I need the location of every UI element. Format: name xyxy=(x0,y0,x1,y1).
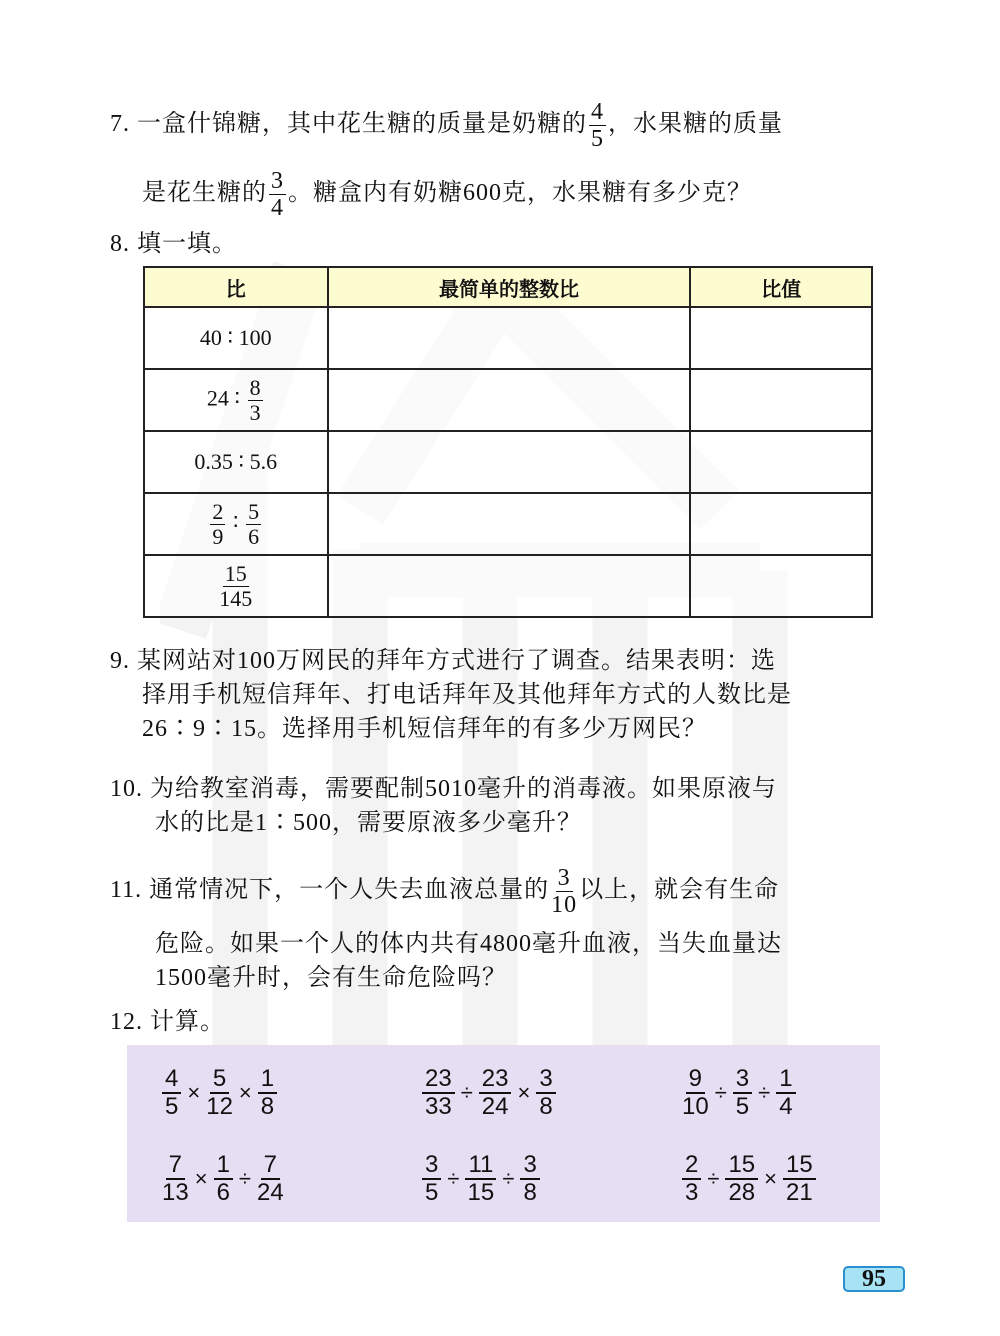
operator: × xyxy=(187,1080,201,1105)
numerator: 15 xyxy=(725,1153,758,1180)
numerator: 1 xyxy=(214,1153,233,1180)
numerator: 1 xyxy=(776,1067,795,1094)
question-text: 计算。 xyxy=(150,1009,225,1035)
answer-cell[interactable] xyxy=(328,307,691,369)
numerator: 9 xyxy=(686,1067,705,1094)
numerator: 15 xyxy=(224,560,247,586)
denominator: 33 xyxy=(425,1093,452,1120)
answer-cell[interactable] xyxy=(690,369,872,431)
fraction xyxy=(479,1067,512,1119)
denominator: 21 xyxy=(786,1179,813,1206)
fraction xyxy=(776,1067,795,1119)
fraction xyxy=(206,1067,233,1119)
denominator: 145 xyxy=(219,585,253,611)
expression xyxy=(680,1153,818,1205)
denominator: 15 xyxy=(467,1179,495,1206)
header-simplest-ratio: 最简单的整数比 xyxy=(328,267,691,307)
numerator: 15 xyxy=(783,1153,816,1180)
denominator: 5 xyxy=(735,1093,750,1120)
operator: × xyxy=(194,1166,208,1191)
ratio-cell: 0.35 ∶ 5.6 xyxy=(144,431,328,493)
table-header-row xyxy=(144,267,872,307)
question-text: 填一填。 xyxy=(137,231,237,257)
fraction xyxy=(422,1067,455,1119)
expression xyxy=(160,1153,286,1205)
denominator: 6 xyxy=(216,1179,230,1206)
denominator: 8 xyxy=(539,1093,553,1120)
table-row xyxy=(144,307,872,369)
question-9 xyxy=(110,644,792,746)
fraction xyxy=(210,498,225,549)
denominator: 5 xyxy=(165,1093,179,1120)
answer-cell[interactable] xyxy=(328,431,691,493)
answer-cell[interactable] xyxy=(328,493,691,555)
fraction xyxy=(258,1067,277,1119)
numerator: 1 xyxy=(258,1067,277,1094)
numerator: 5 xyxy=(210,1067,229,1094)
question-text: 以上，就会有生命 xyxy=(579,877,780,904)
fraction xyxy=(536,1067,555,1119)
ratio-cell: 40 ∶ 100 xyxy=(144,307,328,369)
question-number: 9. xyxy=(110,648,130,674)
ratio-separator: ∶ xyxy=(232,509,239,535)
numerator: 5 xyxy=(248,498,260,524)
denominator: 4 xyxy=(271,195,284,221)
fraction xyxy=(465,1153,496,1205)
ratio-cell xyxy=(144,369,328,431)
question-10 xyxy=(110,772,777,840)
numerator: 2 xyxy=(212,498,224,524)
question-12 xyxy=(110,1004,225,1040)
expression xyxy=(680,1067,798,1119)
denominator: 28 xyxy=(728,1179,756,1206)
answer-cell[interactable] xyxy=(690,493,872,555)
denominator: 12 xyxy=(206,1093,233,1120)
denominator: 3 xyxy=(685,1179,699,1206)
fraction xyxy=(725,1153,758,1205)
question-text: 是花生糖的 xyxy=(142,180,267,207)
answer-cell[interactable] xyxy=(690,307,872,369)
ratio-cell xyxy=(144,555,328,617)
fraction xyxy=(246,498,261,549)
question-text: 26∶9∶15。选择用手机短信拜年的有多少万网民？ xyxy=(142,716,707,742)
numerator: 2 xyxy=(682,1153,701,1180)
table-row xyxy=(144,493,872,555)
question-number: 7. xyxy=(110,111,130,138)
operator: × xyxy=(517,1080,531,1105)
question-number: 10. xyxy=(110,776,143,802)
numerator: 4 xyxy=(591,99,604,125)
fraction xyxy=(783,1153,816,1205)
question-11 xyxy=(110,866,782,995)
question-text: 择用手机短信拜年、打电话拜年及其他拜年方式的人数比是 xyxy=(142,682,792,708)
fraction xyxy=(682,1153,701,1205)
denominator: 3 xyxy=(249,399,261,425)
fraction xyxy=(269,169,286,220)
header-ratio-value: 比值 xyxy=(690,267,872,307)
expression xyxy=(420,1153,542,1205)
question-text: 。糖盒内有奶糖600克，水果糖有多少克？ xyxy=(288,180,752,207)
operator: ÷ xyxy=(707,1166,720,1191)
question-text: 通常情况下，一个人失去血液总量的 xyxy=(149,877,550,904)
numerator: 3 xyxy=(733,1067,752,1094)
page-number-badge: 95 xyxy=(843,1266,905,1292)
numerator: 11 xyxy=(465,1153,496,1180)
numerator: 3 xyxy=(557,865,571,891)
denominator: 4 xyxy=(779,1093,793,1120)
fraction xyxy=(551,866,577,917)
denominator: 8 xyxy=(260,1093,275,1120)
numerator: 3 xyxy=(271,168,284,194)
denominator: 10 xyxy=(682,1093,709,1120)
question-text: 某网站对100万网民的拜年方式进行了调查。结果表明：选 xyxy=(137,648,776,674)
question-number: 12. xyxy=(110,1009,143,1035)
operator: ÷ xyxy=(758,1080,771,1105)
numerator: 23 xyxy=(479,1067,512,1094)
denominator: 9 xyxy=(212,523,224,549)
operator: × xyxy=(238,1080,252,1105)
fraction xyxy=(520,1153,539,1205)
question-text: ，水果糖的质量 xyxy=(608,111,783,138)
operator: ÷ xyxy=(238,1166,251,1191)
denominator: 6 xyxy=(248,523,260,549)
ratio-cell xyxy=(144,493,328,555)
operator: ÷ xyxy=(714,1080,727,1105)
numerator: 4 xyxy=(162,1067,181,1094)
denominator: 5 xyxy=(591,126,604,152)
expression xyxy=(160,1067,279,1119)
numerator: 3 xyxy=(520,1153,539,1180)
question-text: 1500毫升时，会有生命危险吗？ xyxy=(155,965,507,991)
denominator: 8 xyxy=(523,1179,537,1206)
denominator: 24 xyxy=(481,1093,509,1120)
calculation-panel xyxy=(127,1045,880,1222)
fraction xyxy=(248,374,263,425)
question-text: 水的比是1∶500，需要原液多少毫升？ xyxy=(155,810,582,836)
ratio-part: 24 ∶ xyxy=(206,385,241,411)
fraction xyxy=(219,560,253,611)
denominator: 5 xyxy=(425,1179,439,1206)
operator: ÷ xyxy=(447,1166,460,1191)
answer-cell[interactable] xyxy=(328,369,691,431)
table-row xyxy=(144,555,872,617)
ratio-table xyxy=(143,266,873,618)
question-text: 一盒什锦糖，其中花生糖的质量是奶糖的 xyxy=(137,111,587,138)
fraction xyxy=(422,1153,441,1205)
operator: ÷ xyxy=(460,1080,473,1105)
answer-cell[interactable] xyxy=(328,555,691,617)
numerator: 7 xyxy=(166,1153,185,1180)
fraction xyxy=(162,1067,181,1119)
question-number: 11. xyxy=(110,877,143,904)
fraction xyxy=(589,100,606,151)
denominator: 13 xyxy=(162,1179,189,1206)
fraction xyxy=(682,1067,709,1119)
table-row xyxy=(144,431,872,493)
numerator: 3 xyxy=(536,1067,555,1094)
fraction xyxy=(214,1153,233,1205)
answer-cell[interactable] xyxy=(690,555,872,617)
question-number: 8. xyxy=(110,231,130,257)
question-8 xyxy=(110,226,237,262)
numerator: 3 xyxy=(422,1153,441,1180)
fraction xyxy=(162,1153,189,1205)
denominator: 10 xyxy=(551,892,578,918)
denominator: 24 xyxy=(257,1179,284,1206)
fraction xyxy=(257,1153,284,1205)
table-row xyxy=(144,369,872,431)
operator: × xyxy=(764,1166,777,1191)
numerator: 8 xyxy=(249,374,261,400)
numerator: 7 xyxy=(261,1153,280,1180)
question-text: 危险。如果一个人的体内共有4800毫升血液，当失血量达 xyxy=(155,931,782,957)
header-ratio: 比 xyxy=(144,267,328,307)
question-text: 为给教室消毒，需要配制5010毫升的消毒液。如果原液与 xyxy=(150,776,777,802)
answer-cell[interactable] xyxy=(690,431,872,493)
question-7 xyxy=(110,100,783,220)
operator: ÷ xyxy=(502,1166,515,1191)
expression xyxy=(420,1067,558,1119)
fraction xyxy=(733,1067,752,1119)
numerator: 23 xyxy=(422,1067,455,1094)
